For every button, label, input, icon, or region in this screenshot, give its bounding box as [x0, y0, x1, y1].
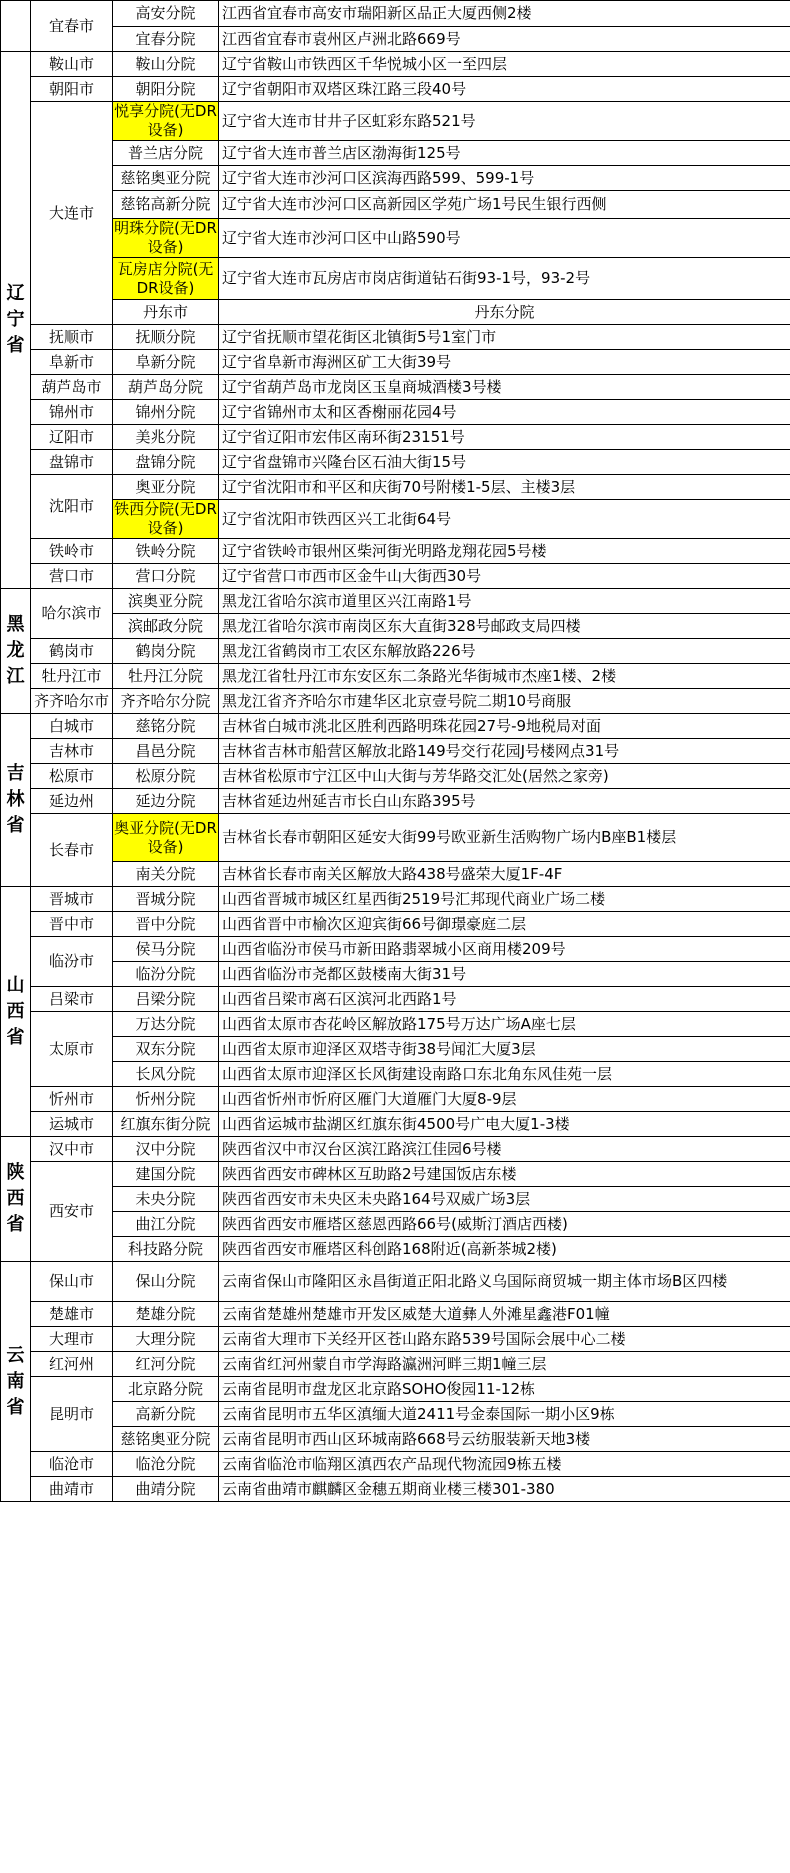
city-cell: 太原市	[31, 1012, 113, 1087]
table-row	[1, 1062, 790, 1087]
address-cell: 黑龙江省哈尔滨市道里区兴江南路1号	[219, 589, 790, 614]
province-name-char: 省	[6, 1026, 25, 1048]
branch-cell: 建国分院	[113, 1162, 219, 1187]
province-cell	[1, 1, 31, 52]
address-cell: 山西省忻州市忻府区雁门大道雁门大厦8-9层	[219, 1087, 790, 1112]
address-cell: 山西省晋中市榆次区迎宾街66号御璟豪庭二层	[219, 912, 790, 937]
branch-cell: 南关分院	[113, 862, 219, 887]
address-cell: 云南省昆明市五华区滇缅大道2411号金泰国际一期小区9栋	[219, 1402, 790, 1427]
address-cell: 陕西省西安市雁塔区科创路168附近(高新茶城2楼)	[219, 1237, 790, 1262]
table-row	[1, 450, 790, 475]
address-cell: 山西省太原市杏花岭区解放路175号万达广场A座七层	[219, 1012, 790, 1037]
province-name-char: 江	[6, 666, 25, 687]
table-row	[1, 912, 790, 937]
table-row	[1, 539, 790, 564]
branch-cell: 忻州分院	[113, 1087, 219, 1112]
table-row	[1, 1427, 790, 1452]
branch-cell: 普兰店分院	[113, 141, 219, 166]
branch-cell-highlighted: 奥亚分院(无DR设备)	[113, 814, 219, 862]
address-cell: 吉林省延边州延吉市长白山东路395号	[219, 789, 790, 814]
address-cell: 吉林省长春市朝阳区延安大街99号欧亚新生活购物广场内B座B1楼层	[219, 814, 790, 862]
branch-cell: 高新分院	[113, 1402, 219, 1427]
address-cell: 陕西省西安市碑林区互助路2号建国饭店东楼	[219, 1162, 790, 1187]
city-cell: 吕梁市	[31, 987, 113, 1012]
province-name-char: 西	[6, 1000, 25, 1022]
table-row	[1, 400, 790, 425]
table-row	[1, 375, 790, 400]
address-cell: 云南省昆明市西山区环城南路668号云纺服装新天地3楼	[219, 1427, 790, 1452]
branch-cell: 曲靖分院	[113, 1477, 219, 1502]
address-cell: 辽宁省葫芦岛市龙岗区玉皇商城酒楼3号楼	[219, 375, 790, 400]
address-cell: 辽宁省大连市普兰店区渤海街125号	[219, 141, 790, 166]
address-cell: 辽宁省抚顺市望花街区北镇街5号1室门市	[219, 325, 790, 350]
address-cell: 辽宁省铁岭市银州区柴河街光明路龙翔花园5号楼	[219, 539, 790, 564]
table-row	[1, 325, 790, 350]
address-cell: 辽宁省大连市沙河口区中山路590号	[219, 219, 790, 258]
branch-cell: 滨邮政分院	[113, 614, 219, 639]
province-name-char: 云	[6, 1344, 25, 1366]
city-cell: 盘锦市	[31, 450, 113, 475]
city-cell: 铁岭市	[31, 539, 113, 564]
table-row	[1, 1452, 790, 1477]
city-cell: 鞍山市	[31, 52, 113, 77]
address-cell: 辽宁省盘锦市兴隆台区石油大街15号	[219, 450, 790, 475]
table-row	[1, 962, 790, 987]
table-row	[1, 102, 790, 141]
address-cell: 山西省临汾市尧都区鼓楼南大街31号	[219, 962, 790, 987]
address-cell: 云南省曲靖市麒麟区金穗五期商业楼三楼301-380	[219, 1477, 790, 1502]
branch-cell: 汉中分院	[113, 1137, 219, 1162]
city-cell: 大连市	[31, 102, 113, 325]
table-row	[1, 1162, 790, 1187]
branch-cell: 双东分院	[113, 1037, 219, 1062]
province-name-char: 省	[6, 1214, 25, 1235]
table-row	[1, 937, 790, 962]
province-name-char: 黑	[6, 614, 25, 635]
address-cell: 辽宁省鞍山市铁西区千华悦城小区一至四层	[219, 52, 790, 77]
branch-cell-highlighted: 瓦房店分院(无DR设备)	[113, 258, 219, 300]
table-row	[1, 714, 790, 739]
province-name-char: 山	[6, 974, 25, 996]
branch-cell: 临沧分院	[113, 1452, 219, 1477]
province-name-char: 南	[6, 1370, 25, 1392]
province-name-char: 陕	[6, 1162, 25, 1183]
city-cell: 临汾市	[31, 937, 113, 987]
province-cell	[1, 887, 31, 1137]
table-row	[1, 425, 790, 450]
city-cell: 运城市	[31, 1112, 113, 1137]
address-cell: 山西省太原市迎泽区长风街建设南路口东北角东风佳苑一层	[219, 1062, 790, 1087]
city-cell: 长春市	[31, 814, 113, 887]
branch-cell: 保山分院	[113, 1262, 219, 1302]
table-row	[1, 689, 790, 714]
address-cell: 云南省楚雄州楚雄市开发区威楚大道彝人外滩星鑫港F01幢	[219, 1302, 790, 1327]
city-cell: 曲靖市	[31, 1477, 113, 1502]
branch-cell: 宜春分院	[113, 27, 219, 52]
city-cell: 汉中市	[31, 1137, 113, 1162]
city-cell: 松原市	[31, 764, 113, 789]
address-cell: 辽宁省辽阳市宏伟区南环街23151号	[219, 425, 790, 450]
address-cell: 山西省吕梁市离石区滨河北西路1号	[219, 987, 790, 1012]
city-cell: 昆明市	[31, 1377, 113, 1452]
address-cell: 吉林省白城市洮北区胜利西路明珠花园27号-9地税局对面	[219, 714, 790, 739]
city-cell: 牡丹江市	[31, 664, 113, 689]
table-row	[1, 1212, 790, 1237]
address-cell: 黑龙江省哈尔滨市南岗区东大直街328号邮政支局四楼	[219, 614, 790, 639]
address-cell: 云南省红河州蒙自市学海路瀛洲河畔三期1幢三层	[219, 1352, 790, 1377]
address-cell: 山西省运城市盐湖区红旗东街4500号广电大厦1-3楼	[219, 1112, 790, 1137]
table-row	[1, 1262, 790, 1302]
branch-cell: 鹤岗分院	[113, 639, 219, 664]
branch-cell: 红河分院	[113, 1352, 219, 1377]
table-row	[1, 789, 790, 814]
branch-cell-highlighted: 明珠分院(无DR设备)	[114, 219, 217, 256]
address-cell: 黑龙江省齐齐哈尔市建华区北京壹号院二期10号商服	[219, 689, 790, 714]
province-cell	[1, 1262, 31, 1502]
table-row	[1, 27, 790, 52]
address-cell: 云南省临沧市临翔区滇西农产品现代物流园9栋五楼	[219, 1452, 790, 1477]
city-cell: 白城市	[31, 714, 113, 739]
table-row	[1, 1352, 790, 1377]
city-cell: 忻州市	[31, 1087, 113, 1112]
city-cell: 哈尔滨市	[31, 589, 113, 639]
table-row	[1, 258, 790, 300]
city-cell: 沈阳市	[31, 475, 113, 539]
table-row	[1, 141, 790, 166]
address-cell: 江西省宜春市高安市瑞阳新区品正大厦西侧2楼	[219, 1, 790, 27]
branch-cell: 慈铭奥亚分院	[113, 166, 219, 191]
city-cell: 大理市	[31, 1327, 113, 1352]
branch-table-body	[1, 1, 790, 1502]
table-row	[1, 1402, 790, 1427]
table-row	[1, 191, 790, 219]
address-cell: 辽宁省大连市瓦房店市岗店街道钻石街93-1号，93-2号	[219, 258, 790, 300]
city-cell: 抚顺市	[31, 325, 113, 350]
table-row	[1, 814, 790, 862]
table-row	[1, 300, 790, 325]
branch-cell: 慈铭奥亚分院	[113, 1427, 219, 1452]
table-row	[1, 1037, 790, 1062]
address-cell: 陕西省汉中市汉台区滨江路滨江佳园6号楼	[219, 1137, 790, 1162]
table-row	[1, 1112, 790, 1137]
city-cell: 红河州	[31, 1352, 113, 1377]
address-cell: 山西省晋城市城区红星西街2519号汇邦现代商业广场二楼	[219, 887, 790, 912]
address-cell: 山西省临汾市侯马市新田路翡翠城小区商用楼209号	[219, 937, 790, 962]
branch-cell: 铁岭分院	[113, 539, 219, 564]
branch-cell: 抚顺分院	[113, 325, 219, 350]
city-cell: 鹤岗市	[31, 639, 113, 664]
table-row	[1, 614, 790, 639]
province-name-char: 西	[6, 1188, 25, 1209]
province-name-char: 省	[6, 1396, 25, 1418]
table-row	[1, 589, 790, 614]
city-cell: 延边州	[31, 789, 113, 814]
province-name-char: 省	[6, 815, 25, 836]
address-cell: 吉林省长春市南关区解放大路438号盛荣大厦1F-4F	[219, 862, 790, 887]
branch-cell: 晋中分院	[113, 912, 219, 937]
branch-cell: 滨奥亚分院	[113, 589, 219, 614]
address-cell: 辽宁省沈阳市和平区和庆街70号附楼1-5层、主楼3层	[219, 475, 790, 500]
branch-cell: 曲江分院	[113, 1212, 219, 1237]
branch-cell: 红旗东街分院	[113, 1112, 219, 1137]
city-cell: 葫芦岛市	[31, 375, 113, 400]
table-row	[1, 1237, 790, 1262]
table-row	[1, 639, 790, 664]
city-cell: 楚雄市	[31, 1302, 113, 1327]
table-row	[1, 664, 790, 689]
branch-cell: 慈铭分院	[113, 714, 219, 739]
branch-cell: 牡丹江分院	[113, 664, 219, 689]
address-cell: 辽宁省锦州市太和区香榭丽花园4号	[219, 400, 790, 425]
branch-cell: 葫芦岛分院	[113, 375, 219, 400]
table-row	[1, 862, 790, 887]
city-cell: 齐齐哈尔市	[31, 689, 113, 714]
city-cell: 朝阳市	[31, 77, 113, 102]
province-name-char: 宁	[6, 309, 25, 330]
branch-cell: 朝阳分院	[113, 77, 219, 102]
branch-cell: 临汾分院	[113, 962, 219, 987]
branch-cell: 慈铭高新分院	[113, 191, 219, 219]
table-row	[1, 77, 790, 102]
table-row	[1, 564, 790, 589]
address-cell: 江西省宜春市袁州区卢洲北路669号	[219, 27, 790, 52]
address-cell: 云南省大理市下关经开区苍山路东路539号国际会展中心二楼	[219, 1327, 790, 1352]
city-cell: 晋中市	[31, 912, 113, 937]
address-cell: 陕西省西安市雁塔区慈恩西路66号(威斯汀酒店西楼)	[219, 1212, 790, 1237]
address-cell: 吉林省吉林市船营区解放北路149号交行花园J号楼网点31号	[219, 739, 790, 764]
city-cell: 吉林市	[31, 739, 113, 764]
city-cell: 西安市	[31, 1162, 113, 1262]
address-cell: 辽宁省大连市沙河口区滨海西路599、599-1号	[219, 166, 790, 191]
address-cell: 辽宁省沈阳市铁西区兴工北街64号	[219, 500, 790, 539]
address-cell: 黑龙江省牡丹江市东安区东二条路光华街城市杰座1楼、2楼	[219, 664, 790, 689]
address-cell: 山西省太原市迎泽区双塔寺街38号闻汇大厦3层	[219, 1037, 790, 1062]
branch-cell: 延边分院	[113, 789, 219, 814]
branch-cell-highlighted: 铁西分院(无DR设备)	[114, 500, 217, 537]
city-cell: 阜新市	[31, 350, 113, 375]
table-row	[1, 1012, 790, 1037]
table-row	[1, 1327, 790, 1352]
branch-cell: 侯马分院	[113, 937, 219, 962]
branch-cell: 晋城分院	[113, 887, 219, 912]
province-cell	[1, 589, 31, 714]
city-cell: 保山市	[31, 1262, 113, 1302]
branch-cell: 齐齐哈尔分院	[113, 689, 219, 714]
province-name-char: 龙	[6, 640, 25, 661]
table-row	[1, 887, 790, 912]
branch-cell: 鞍山分院	[113, 52, 219, 77]
table-row	[1, 1187, 790, 1212]
province-name-char: 辽	[6, 283, 25, 304]
branch-cell: 美兆分院	[113, 425, 219, 450]
branch-cell: 高安分院	[113, 1, 219, 27]
table-row	[1, 219, 790, 258]
branch-cell: 锦州分院	[113, 400, 219, 425]
address-cell: 辽宁省大连市甘井子区虹彩东路521号	[219, 102, 790, 141]
branch-cell: 丹东分院	[219, 300, 790, 325]
branch-cell: 盘锦分院	[113, 450, 219, 475]
province-name-char: 吉	[6, 763, 25, 784]
address-cell: 云南省昆明市盘龙区北京路SOHO俊园11-12栋	[219, 1377, 790, 1402]
branch-cell: 营口分院	[113, 564, 219, 589]
province-name-char: 省	[6, 335, 25, 356]
city-cell: 锦州市	[31, 400, 113, 425]
table-row	[1, 987, 790, 1012]
table-row	[1, 52, 790, 77]
address-cell: 辽宁省营口市西市区金牛山大街西30号	[219, 564, 790, 589]
table-row	[1, 475, 790, 500]
branch-cell: 科技路分院	[113, 1237, 219, 1262]
branch-cell: 楚雄分院	[113, 1302, 219, 1327]
branch-cell: 松原分院	[113, 764, 219, 789]
branch-cell: 大理分院	[113, 1327, 219, 1352]
address-cell: 辽宁省朝阳市双塔区珠江路三段40号	[219, 77, 790, 102]
branch-cell: 昌邑分院	[113, 739, 219, 764]
branch-cell: 北京路分院	[113, 1377, 219, 1402]
table-row	[1, 500, 790, 539]
province-name-char: 林	[6, 789, 25, 810]
province-cell	[1, 1137, 31, 1262]
table-row	[1, 1377, 790, 1402]
table-row	[1, 1087, 790, 1112]
city-cell: 宜春市	[31, 1, 113, 52]
address-cell: 辽宁省阜新市海洲区矿工大街39号	[219, 350, 790, 375]
city-cell: 辽阳市	[31, 425, 113, 450]
city-cell: 临沧市	[31, 1452, 113, 1477]
branch-cell: 吕梁分院	[113, 987, 219, 1012]
province-cell	[1, 52, 31, 589]
address-cell: 云南省保山市隆阳区永昌街道正阳北路义乌国际商贸城一期主体市场B区四楼	[219, 1262, 790, 1302]
table-row	[1, 1302, 790, 1327]
city-cell: 营口市	[31, 564, 113, 589]
city-cell: 丹东市	[113, 300, 219, 325]
table-row	[1, 1, 790, 27]
table-row	[1, 350, 790, 375]
branch-cell-highlighted: 悦享分院(无DR设备)	[114, 102, 217, 139]
address-cell: 辽宁省大连市沙河口区高新园区学苑广场1号民生银行西侧	[219, 191, 790, 219]
table-row	[1, 166, 790, 191]
branch-cell: 未央分院	[113, 1187, 219, 1212]
branch-cell: 长风分院	[113, 1062, 219, 1087]
table-row	[1, 1477, 790, 1502]
address-cell: 黑龙江省鹤岗市工农区东解放路226号	[219, 639, 790, 664]
address-cell: 吉林省松原市宁江区中山大街与芳华路交汇处(居然之家旁)	[219, 764, 790, 789]
branch-cell: 奥亚分院	[113, 475, 219, 500]
address-cell: 陕西省西安市未央区未央路164号双威广场3层	[219, 1187, 790, 1212]
table-row	[1, 764, 790, 789]
branch-cell: 阜新分院	[113, 350, 219, 375]
branch-cell: 万达分院	[113, 1012, 219, 1037]
table-row	[1, 1137, 790, 1162]
province-cell	[1, 714, 31, 887]
table-row	[1, 739, 790, 764]
city-cell: 晋城市	[31, 887, 113, 912]
